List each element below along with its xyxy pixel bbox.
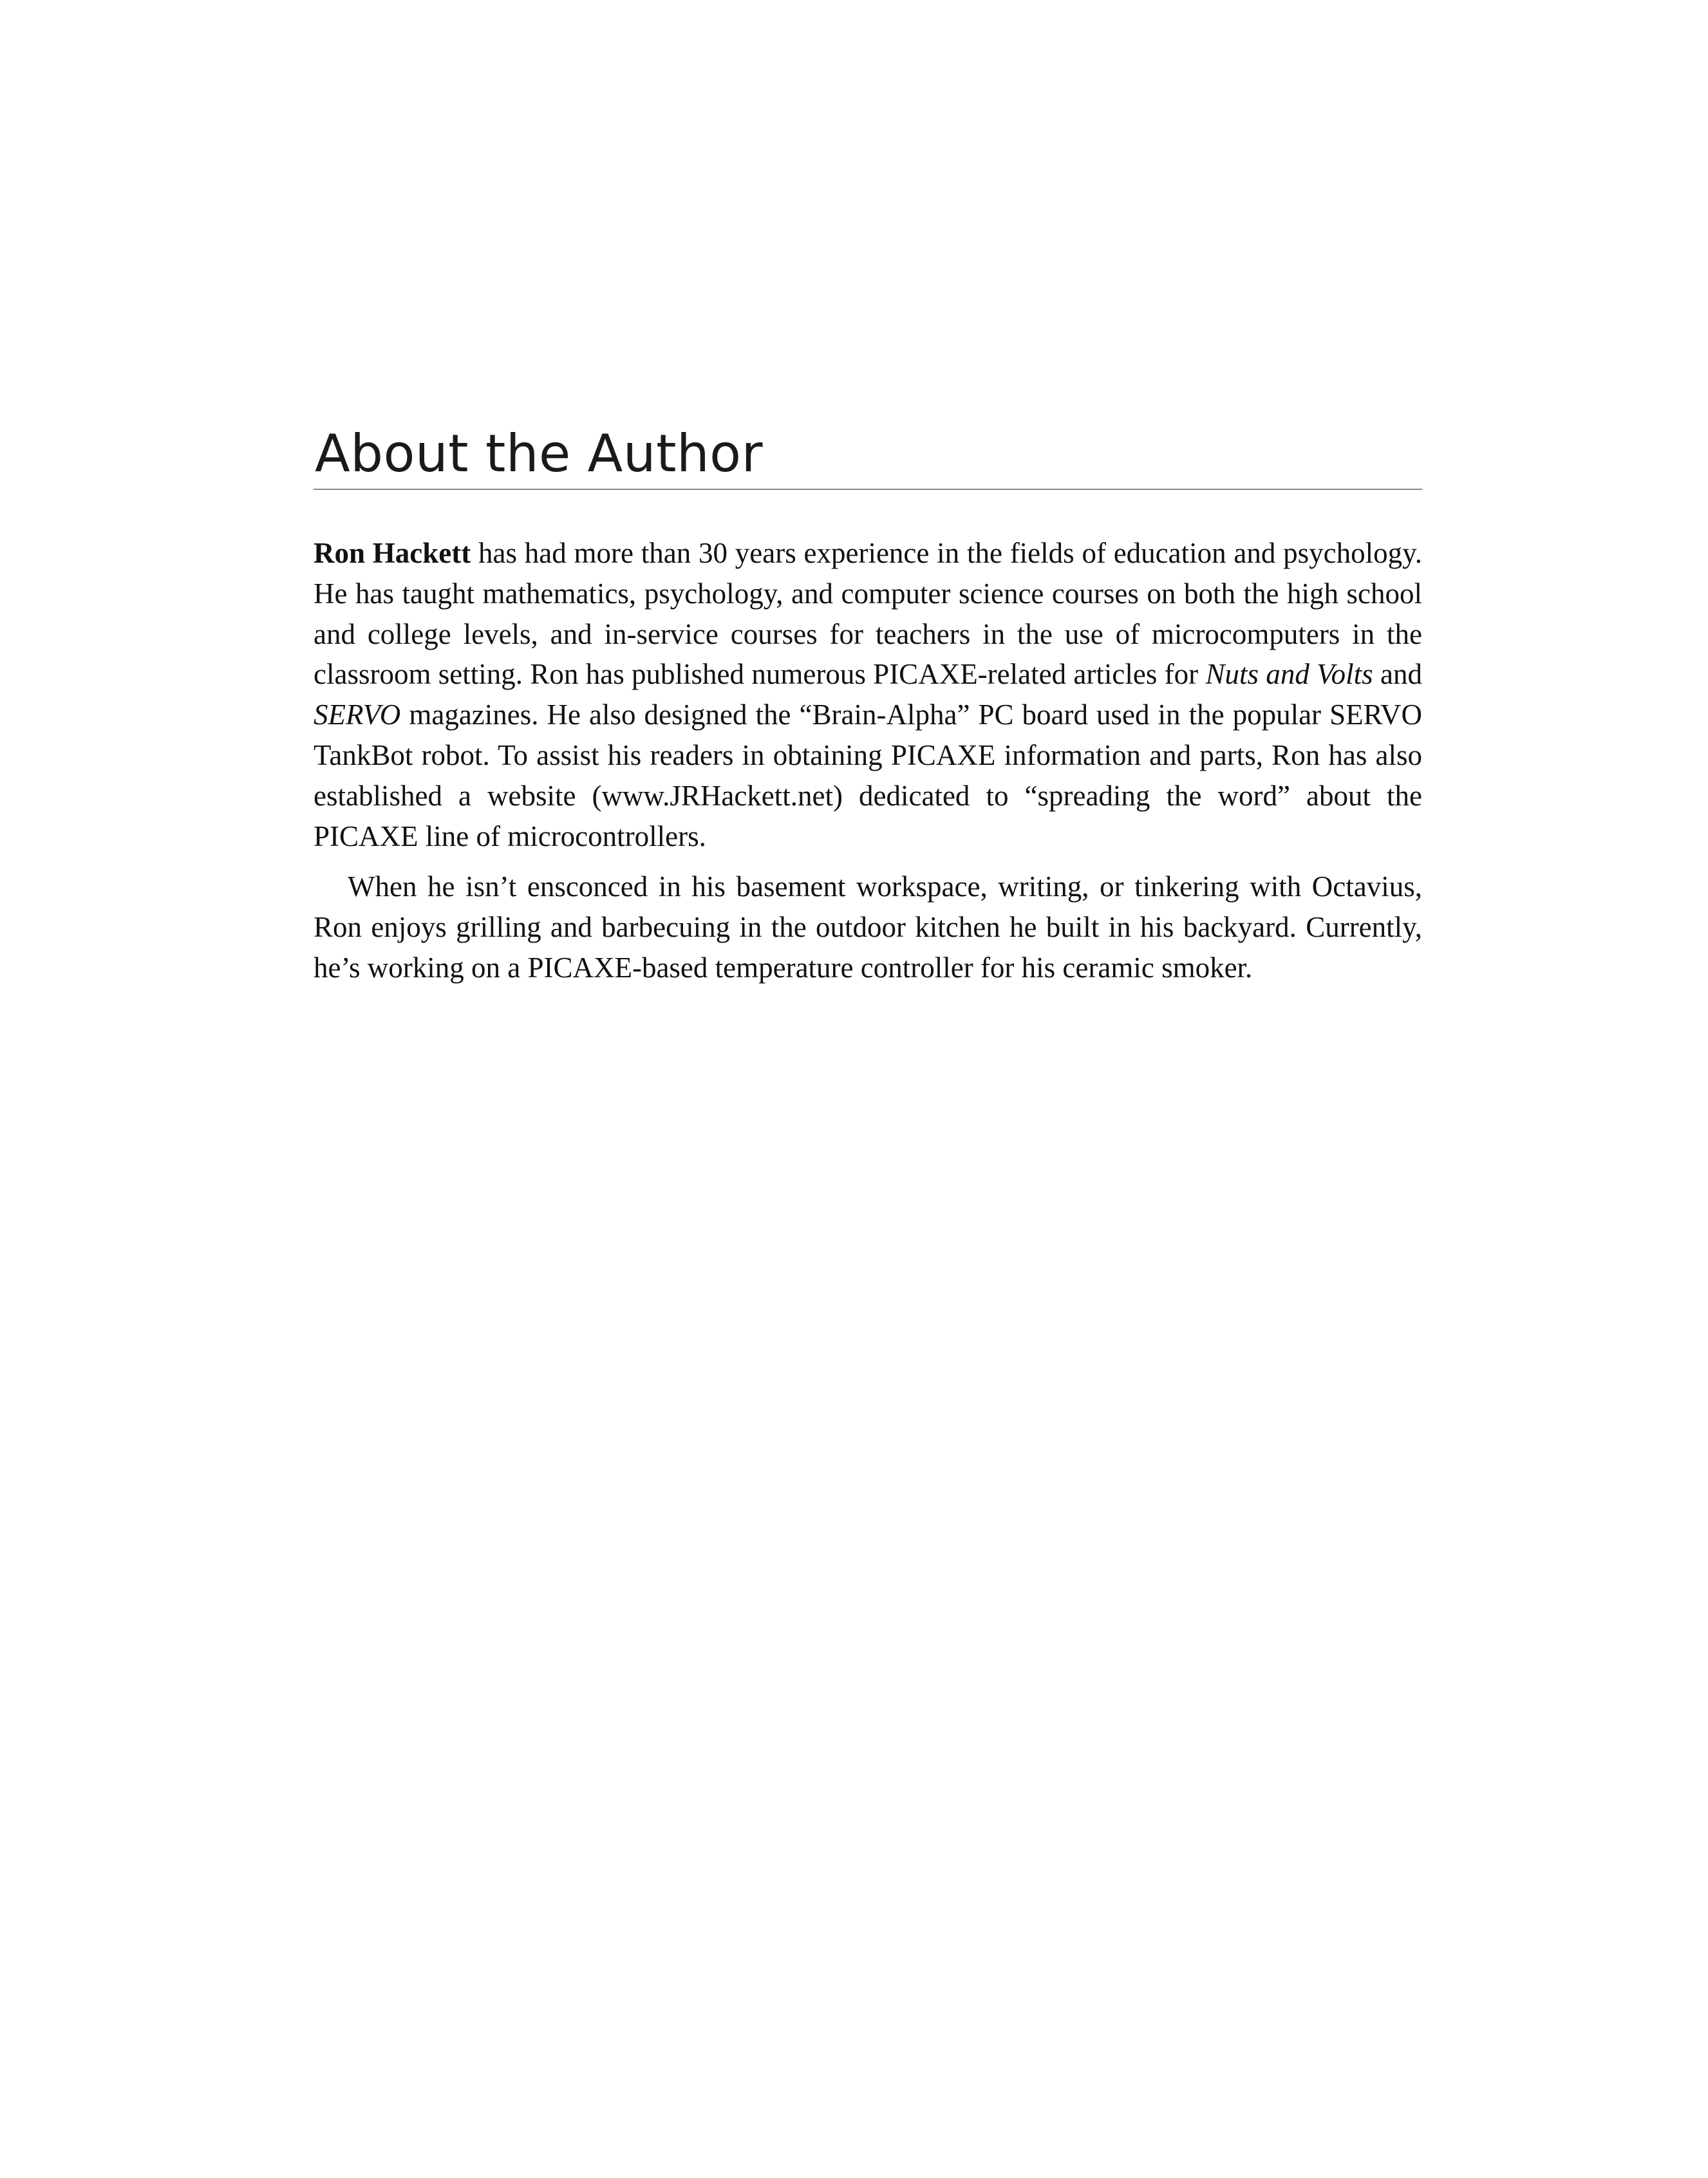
- author-name: Ron Hackett: [314, 537, 471, 569]
- magazine-servo: SERVO: [314, 699, 401, 731]
- magazine-nuts-and-volts: Nuts and Volts: [1205, 658, 1373, 691]
- bio-text: [314, 533, 1422, 988]
- bio-paragraph-1: [314, 533, 1422, 856]
- bio-text-c: magazines. He also designed the “Brain-Alpha” PC board used in the popular SERVO TankBot robot. To assist his readers in obtaining PICAXE information and parts, Ron has also established a website (www.JRHackett.net) dedicated to “spreading the word” about the PICAXE line of microcontrollers.: [314, 699, 1422, 852]
- bio-text-a: has had more than 30 years experience in the fields of education and psychology. He has taught mathematics, psychology, and computer science courses on both the high school and college levels, and in-service courses for teachers in the use of microcomputers in the classroom setting. Ron has published numerous PICAXE-related articles for: [314, 537, 1422, 691]
- bio-text-b: and: [1373, 658, 1422, 691]
- heading-rule: [314, 489, 1422, 490]
- section-heading: About the Author: [315, 424, 764, 483]
- bio-paragraph-2: When he isn’t ensconced in his basement workspace, writing, or tinkering with Octavius, Ron enjoys grilling and barbecuing in the outdoor kitchen he built in his backyard. Currently, he’s working on a PICAXE-based temperature controller for his ceramic smoker.: [314, 870, 1422, 984]
- about-author-section: [314, 412, 1422, 988]
